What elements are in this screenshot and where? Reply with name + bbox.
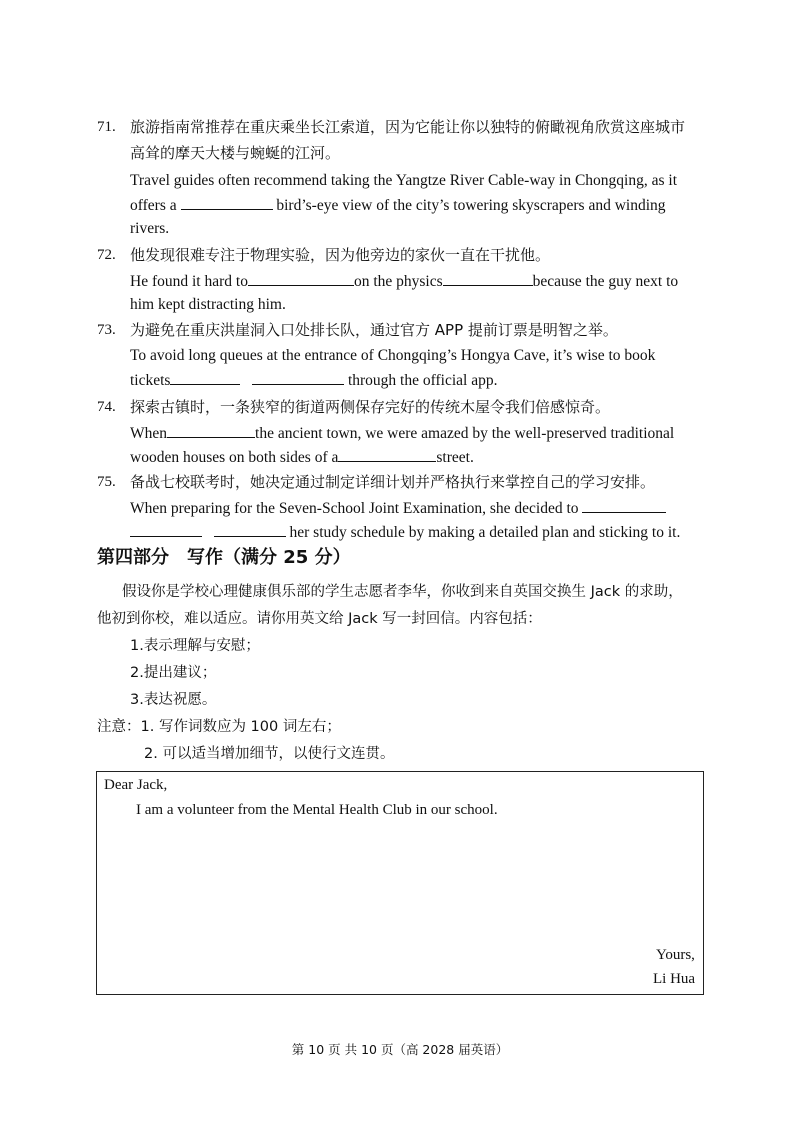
question-number: 71. [97, 119, 116, 135]
question-72-english-line2: him kept distracting him. [130, 296, 286, 313]
content-point: 3.表达祝愿。 [130, 692, 217, 708]
question-73-chinese: 为避免在重庆洪崖洞入口处排长队，通过官方 APP 提前订票是明智之举。 [130, 321, 618, 339]
question-number: 75. [97, 474, 116, 490]
sentence-fragment: When [130, 425, 168, 442]
section-heading: 第四部分 写作（满分 25 分） [97, 547, 351, 568]
answer-blank[interactable] [252, 370, 344, 385]
question-72-english-line1 [130, 271, 678, 292]
answer-blank[interactable] [181, 195, 273, 210]
writing-note-2: 2. 可以适当增加细节，以使行文连贯。 [144, 746, 395, 762]
answer-blank[interactable] [130, 522, 202, 537]
question-72-chinese: 他发现很难专注于物理实验，因为他旁边的家伙一直在干扰他。 [130, 246, 551, 264]
letter-opening-sentence: I am a volunteer from the Mental Health Club in our school. [136, 802, 498, 818]
question-75-english-line2 [130, 522, 680, 543]
sentence-fragment: He found it hard to [130, 273, 248, 290]
question-74-chinese: 探索古镇时，一条狭窄的街道两侧保存完好的传统木屋令我们倍感惊奇。 [130, 398, 611, 416]
sentence-fragment: When preparing for the Seven-School Joint Examination, she decided to [130, 500, 579, 517]
question-71-chinese-line2: 高耸的摩天大楼与蜿蜒的江河。 [130, 144, 341, 162]
answer-blank[interactable] [248, 271, 354, 286]
sentence-fragment: street. [436, 449, 474, 466]
content-point: 2.提出建议； [130, 665, 217, 681]
question-71-english-line3: rivers. [130, 220, 170, 237]
content-point: 1.表示理解与安慰； [130, 638, 260, 654]
letter-greeting: Dear Jack, [104, 777, 168, 793]
sentence-fragment: the ancient town, we were amazed by the well-preserved traditional [255, 425, 675, 442]
answer-blank[interactable] [170, 370, 240, 385]
letter-signature: Li Hua [653, 971, 696, 987]
answer-blank[interactable] [443, 271, 533, 286]
letter-closing: Yours, [656, 947, 695, 963]
answer-blank[interactable] [167, 423, 255, 438]
writing-note-1: 注意：1. 写作词数应为 100 词左右； [97, 719, 341, 735]
writing-prompt-line1: 假设你是学校心理健康俱乐部的学生志愿者李华，你收到来自英国交换生 Jack 的求助， [122, 584, 683, 600]
page-footer: 第 10 页 共 10 页（高 2028 届英语） [291, 1042, 509, 1057]
question-73-english-line2 [130, 370, 497, 391]
sentence-fragment: bird’s-eye view of the city’s towering skyscrapers and winding [276, 197, 666, 214]
sentence-fragment: tickets [130, 372, 171, 389]
question-73-english-line1: To avoid long queues at the entrance of Chongqing’s Hongya Cave, it’s wise to book [130, 347, 656, 364]
sentence-fragment: on the physics [353, 273, 443, 290]
question-71-english-line1: Travel guides often recommend taking the Yangtze River Cable-way in Chongqing, as it [130, 172, 677, 189]
sentence-fragment: because the guy next to [532, 273, 679, 290]
question-number: 74. [97, 399, 116, 415]
question-75-chinese: 备战七校联考时，她决定通过制定详细计划并严格执行来掌控自己的学习安排。 [130, 473, 656, 491]
question-71-chinese-line1: 旅游指南常推荐在重庆乘坐长江索道，因为它能让你以独特的俯瞰视角欣赏这座城市 [130, 118, 686, 136]
question-number: 73. [97, 322, 116, 338]
answer-blank[interactable] [338, 447, 436, 462]
question-75-english-line1 [130, 498, 666, 519]
question-number: 72. [97, 247, 116, 263]
question-74-english-line1 [130, 423, 674, 444]
sentence-fragment: wooden houses on both sides of a [130, 449, 339, 466]
question-74-english-line2 [130, 447, 474, 468]
writing-prompt-line2: 他初到你校，难以适应。请你用英文给 Jack 写一封回信。内容包括： [97, 611, 542, 627]
sentence-fragment: through the official app. [347, 372, 498, 389]
answer-blank[interactable] [214, 522, 286, 537]
sentence-fragment: offers a [130, 197, 177, 214]
question-71-english-line2 [130, 195, 666, 216]
answer-blank[interactable] [582, 498, 666, 513]
sentence-fragment: her study schedule by making a detailed plan and sticking to it. [289, 524, 681, 541]
